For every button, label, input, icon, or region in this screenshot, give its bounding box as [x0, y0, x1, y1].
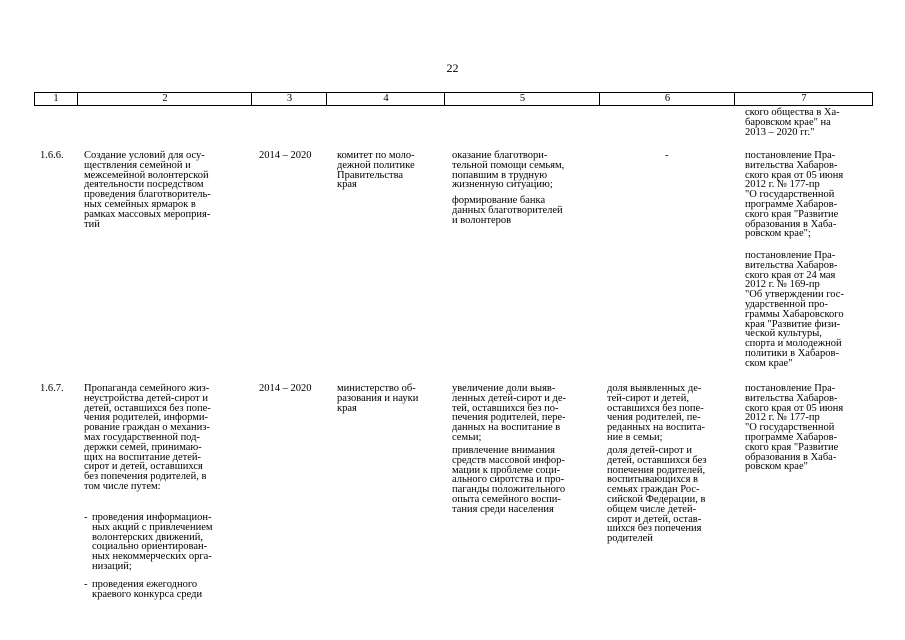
text-line: межсемейной волонтерской: [84, 169, 209, 181]
text-line: чения родителей, пе-: [607, 412, 701, 424]
text-line: реданных на воспита-: [607, 422, 706, 434]
text-line: края: [337, 402, 357, 414]
text-line: ленных детей-сирот и де-: [452, 392, 567, 404]
text-line: вительства Хабаров-: [745, 159, 838, 171]
text-line: Правительства: [337, 169, 404, 181]
text-line: комитет по моло-: [337, 150, 415, 161]
text-line: воспитывающихся в: [607, 474, 698, 486]
executor: [337, 151, 415, 190]
text-line: тий: [84, 218, 100, 230]
text-line: семьи;: [452, 431, 482, 443]
text-line: без попечения родителей, в: [84, 471, 207, 483]
text-line: мации к проблеме соци-: [452, 464, 561, 476]
text-line: 2012 г. № 177-пр: [745, 179, 820, 191]
legal-basis-1: [745, 151, 843, 239]
text-line: мах государственной под-: [84, 431, 200, 443]
header-col-1: 1: [53, 93, 59, 104]
activity-description: [84, 151, 211, 229]
text-line: опыта семейного воспи-: [452, 493, 561, 505]
text-line: ных семейных ярмарок в: [84, 198, 196, 210]
text-line: доля выявленных де-: [607, 383, 702, 394]
text-line: сирот и детей, остав-: [607, 513, 702, 525]
text-line: краевого конкурса среди: [92, 588, 203, 600]
text-line: низаций;: [92, 560, 132, 572]
text-line: ных акций с привлечением: [92, 521, 213, 533]
indicator-dash: -: [665, 150, 669, 161]
text-line: родителей: [607, 533, 653, 545]
executor: [337, 384, 418, 413]
text-line: тельной помощи семьям,: [452, 159, 565, 171]
text-line: постановление Пра-: [745, 250, 836, 261]
text-line: ударственной про-: [745, 298, 828, 310]
text-line: семьях граждан Рос-: [607, 484, 700, 496]
text-line: данных благотворителей: [452, 204, 563, 216]
header-col-7: 7: [734, 93, 873, 105]
text-line: тей-сирот и детей,: [607, 392, 689, 404]
text-line: волонтерских движений,: [92, 531, 204, 543]
text-line: общем числе детей-: [607, 503, 697, 515]
text-line: вительства Хабаров-: [745, 259, 838, 271]
row-number: 1.6.7.: [40, 383, 64, 394]
text-line: ского края от 24 мая: [745, 269, 836, 281]
text-line: щих на воспитание детей-: [84, 451, 202, 463]
text-line: края: [337, 179, 357, 191]
text-line: ние в семьи;: [607, 431, 663, 443]
expected-result-1: [452, 384, 566, 443]
legal-basis-2: [745, 251, 844, 369]
text-line: данных на воспитание в: [452, 422, 561, 434]
text-line: проведения ежегодного: [92, 579, 198, 590]
text-line: ского края "Развитие: [745, 208, 839, 220]
expected-result-2: [452, 196, 563, 225]
text-line: Создание условий для осу-: [84, 150, 205, 161]
text-line: сийской Федерации, в: [607, 493, 706, 505]
text-line: том числе путем:: [84, 480, 161, 492]
text-line: "О государственной: [745, 422, 835, 434]
text-line: разования и науки: [337, 392, 419, 404]
text-line: оставшихся без попе-: [607, 402, 704, 414]
text-line: дежной политике: [337, 159, 415, 171]
text-line: привлечение внимания: [452, 445, 555, 456]
text-line: "Об утверждении гос-: [745, 289, 844, 301]
text-line: постановление Пра-: [745, 150, 836, 161]
indicator-2: [607, 446, 707, 544]
period: 2014 – 2020: [259, 383, 312, 394]
text-line: образования в Хаба-: [745, 218, 837, 230]
text-line: ществления семейной и: [84, 159, 191, 171]
row-number: 1.6.6.: [40, 150, 64, 161]
text-line: жизненную ситуацию;: [452, 179, 553, 191]
expected-result-2: [452, 446, 565, 515]
text-line: образования в Хаба-: [745, 451, 837, 463]
activity-list-item: [84, 580, 202, 600]
text-line: ского края от 05 июня: [745, 169, 844, 181]
text-line: держки семей, принимаю-: [84, 441, 202, 453]
text-line: спорта и молодежной: [745, 338, 842, 350]
text-line: тей, оставшихся без по-: [452, 402, 559, 414]
text-line: формирование банка: [452, 195, 546, 206]
text-line: средств массовой инфор-: [452, 454, 565, 466]
dash-bullet: -: [84, 579, 88, 590]
text-line: и волонтеров: [452, 214, 512, 226]
text-line: доля детей-сирот и: [607, 445, 692, 456]
text-line: вительства Хабаров-: [745, 392, 838, 404]
header-col-6: 6: [599, 93, 735, 105]
text-line: детей, оставшихся без: [607, 454, 707, 466]
text-line: ных некоммерческих орга-: [92, 551, 212, 563]
header-col-3: 3: [251, 93, 327, 105]
text-line: ского общества в Ха-: [745, 107, 840, 118]
text-line: детей, оставшихся без попе-: [84, 402, 211, 414]
text-line: проведения благотворитель-: [84, 189, 211, 201]
legal-basis-1: [745, 384, 843, 472]
text-line: попавшим в трудную: [452, 169, 548, 181]
text-line: ального сиротства и про-: [452, 474, 565, 486]
text-line: баровском крае" на: [745, 116, 831, 128]
text-line: политики в Хабаров-: [745, 347, 839, 359]
text-line: неустройства детей-сирот и: [84, 392, 208, 404]
page-number: 22: [446, 61, 459, 75]
text-line: паганды положительного: [452, 484, 566, 496]
text-line: ского края "Развитие: [745, 441, 839, 453]
text-line: рамках массовых мероприя-: [84, 208, 211, 220]
text-line: 2012 г. № 177-пр: [745, 412, 820, 424]
text-line: рование граждан о механиз-: [84, 422, 210, 434]
activity-list-item: [84, 513, 213, 572]
text-line: ровском крае";: [745, 228, 811, 240]
period: 2014 – 2020: [259, 150, 312, 161]
header-col-2: 2: [77, 93, 252, 105]
text-line: чения родителей, информи-: [84, 412, 208, 424]
text-line: края "Развитие физи-: [745, 318, 841, 330]
text-line: программе Хабаров-: [745, 431, 838, 443]
text-line: программе Хабаров-: [745, 198, 838, 210]
text-line: ровском крае": [745, 461, 808, 473]
text-line: печения родителей, пере-: [452, 412, 566, 424]
header-col-4: 4: [326, 93, 445, 105]
text-line: проведения информацион-: [92, 512, 212, 523]
text-line: 2012 г. № 169-пр: [745, 279, 820, 291]
text-line: граммы Хабаровского: [745, 308, 844, 320]
text-line: тания среди населения: [452, 503, 554, 515]
text-line: Пропаганда семейного жиз-: [84, 383, 210, 394]
text-line: 2013 – 2020 гг.": [745, 126, 815, 138]
continuation-text: [745, 108, 840, 137]
text-line: социально ориентирован-: [92, 541, 208, 553]
text-line: деятельности посредством: [84, 179, 204, 191]
activity-description: [84, 384, 211, 492]
text-line: оказание благотвори-: [452, 150, 548, 161]
expected-result-1: [452, 151, 564, 190]
text-line: ческой культуры,: [745, 328, 822, 340]
dash-bullet: -: [84, 512, 88, 523]
text-line: увеличение доли выяв-: [452, 383, 556, 394]
text-line: попечения родителей,: [607, 464, 706, 476]
header-col-5: 5: [444, 93, 600, 105]
indicator-1: [607, 384, 705, 443]
text-line: шихся без попечения: [607, 523, 702, 535]
text-line: сирот и детей, оставшихся: [84, 461, 203, 473]
text-line: министерство об-: [337, 383, 416, 394]
text-line: ском крае": [745, 357, 793, 369]
text-line: ского края от 05 июня: [745, 402, 844, 414]
text-line: постановление Пра-: [745, 383, 836, 394]
text-line: "О государственной: [745, 189, 835, 201]
table-header-row: [34, 92, 873, 106]
